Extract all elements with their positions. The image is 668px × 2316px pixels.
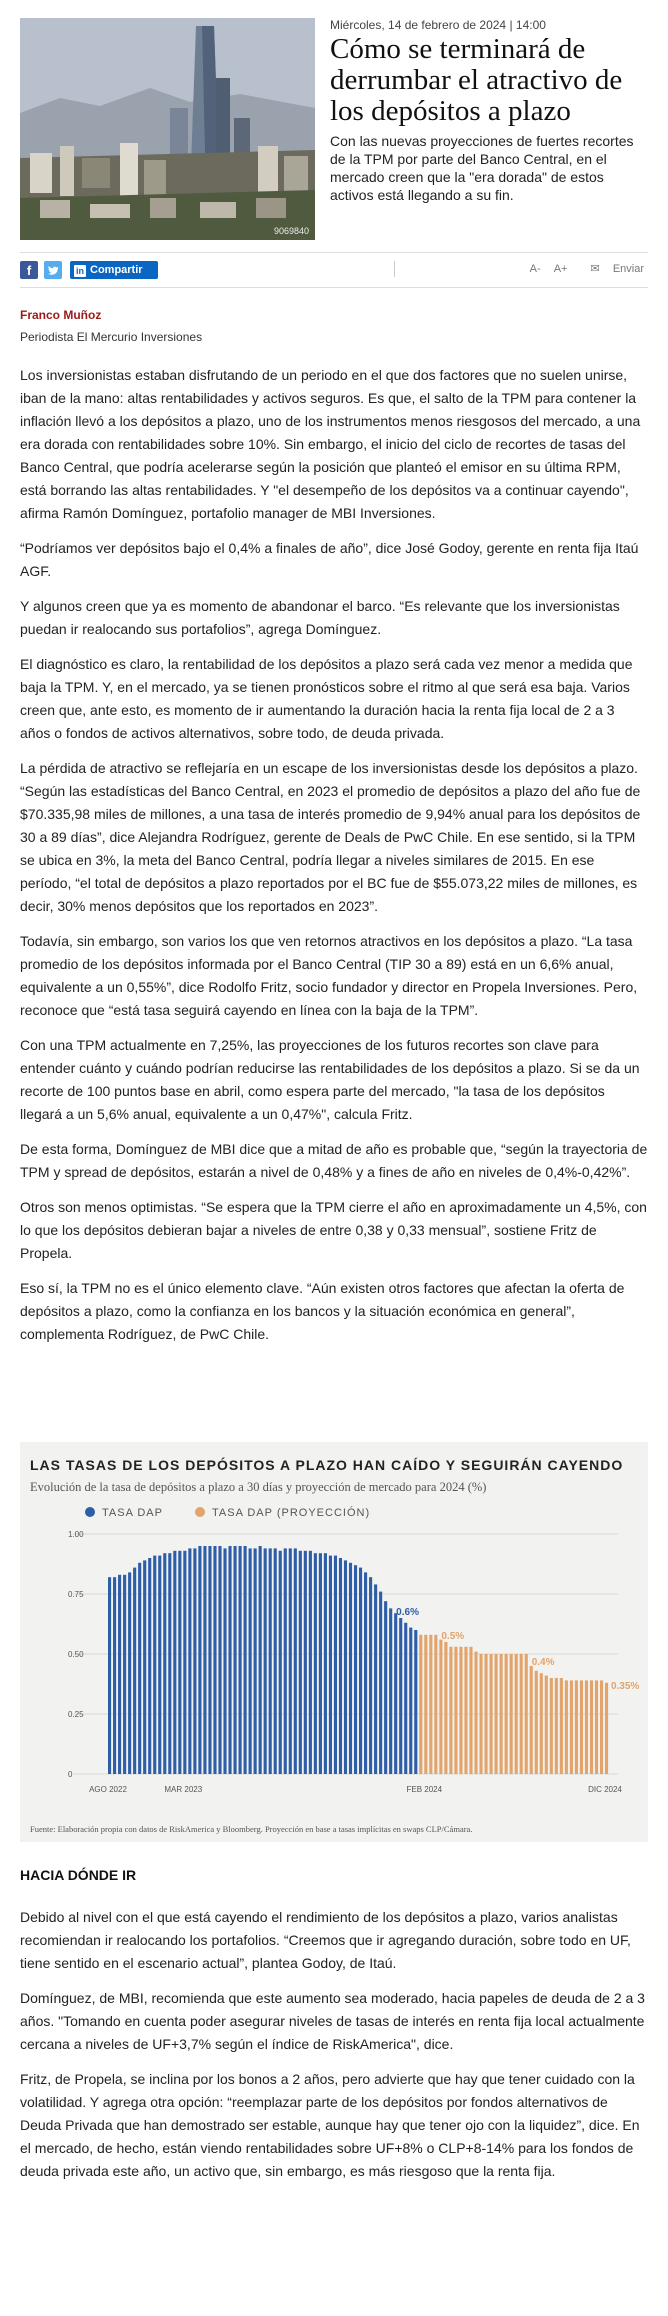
bar-actual xyxy=(399,1618,402,1774)
envelope-icon: ✉ xyxy=(590,263,600,275)
y-tick-label: 1.00 xyxy=(68,1530,84,1539)
bar-actual xyxy=(409,1628,412,1774)
bar-projection xyxy=(449,1647,452,1774)
bar-projection xyxy=(459,1647,462,1774)
y-tick-label: 0.25 xyxy=(68,1710,84,1719)
legend-swatch xyxy=(85,1507,95,1517)
bar-actual xyxy=(108,1577,111,1774)
bar-actual xyxy=(264,1548,267,1774)
bar-projection xyxy=(600,1680,603,1774)
bar-actual xyxy=(314,1553,317,1774)
chart-canvas xyxy=(20,1442,648,1842)
article-body xyxy=(20,364,648,1358)
paragraph: El diagnóstico es claro, la rentabilidad de los depósitos a plazo será cada vez menor a medida que baja la TPM. Y, en el mercado, ya se tienen pronósticos sobre el ritmo al que será esa baja. Varios creen que, ante esto, es momento de ir aumentando la duración hacia la renta fija local de 2 a 3 años o fondos de activos alternativos, sobre todo, de deuda privada. xyxy=(20,656,633,741)
bar-actual xyxy=(153,1556,156,1774)
bar-projection xyxy=(495,1654,498,1774)
bar-projection xyxy=(429,1635,432,1774)
bar-projection xyxy=(565,1680,568,1774)
y-tick-label: 0.50 xyxy=(68,1650,84,1659)
bar-actual xyxy=(168,1553,171,1774)
bar-actual xyxy=(354,1565,357,1774)
bar-projection xyxy=(585,1680,588,1774)
paragraph: Con una TPM actualmente en 7,25%, las proyecciones de los futuros recortes son clave para entender cuánto y cuándo podrían reducirse las rentabilidades de los depósitos a plazo. Si se da un recorte de 100 puntos base en abril, como espera parte del mercado, "la tasa de los depósitos llegará a un 5,6% anual, equivalente a un 0,47%", calcula Fritz. xyxy=(20,1037,640,1122)
chart-subtitle: Evolución de la tasa de depósitos a plazo a 30 días y proyección de mercado para 2024 (%) xyxy=(30,1480,487,1494)
x-tick-label: FEB 2024 xyxy=(406,1785,443,1794)
font-increase-button[interactable]: A+ xyxy=(553,263,568,275)
paragraph: Los inversionistas estaban disfrutando de un periodo en el que dos factores que no suelen unirse, iban de la mano: altas rentabilidades y activos seguros. Es que, el salto de la TPM para contener la inflación llevó a los depósitos a plazo, uno de los instrumentos menos riesgosos del mercado, a una era dorada con rentabilidades sobre 10%. Sin embargo, el inicio del ciclo de recortes de tasas del Banco Central, que podría acelerarse según la posición que planteó el emisor en su última RPM, está borrando las altas rentabilidades. Y "el desempeño de los depósitos va a continuar cayendo", afirma Ramón Domínguez, portafolio manager de MBI Inversiones. xyxy=(20,367,641,521)
bar-actual xyxy=(239,1546,242,1774)
bar-projection xyxy=(520,1654,523,1774)
bar-projection xyxy=(444,1642,447,1774)
bar-actual xyxy=(369,1577,372,1774)
photo-caption: 9069840 xyxy=(273,226,309,236)
article-title: Cómo se terminará de derrumbar el atractivo de los depósitos a plazo xyxy=(330,33,623,127)
bar-actual xyxy=(158,1556,161,1774)
bar-actual xyxy=(359,1568,362,1774)
bar-projection xyxy=(605,1683,608,1774)
bar-projection xyxy=(454,1647,457,1774)
y-tick-label: 0 xyxy=(68,1770,73,1779)
bar-actual xyxy=(198,1546,201,1774)
share-toolbar xyxy=(20,252,648,288)
bar-projection xyxy=(575,1680,578,1774)
paragraph: “Podríamos ver depósitos bajo el 0,4% a finales de año”, dice José Godoy, gerente en renta fija Itaú AGF. xyxy=(20,540,639,579)
y-tick-label: 0.75 xyxy=(68,1590,84,1599)
bar-projection xyxy=(540,1673,543,1774)
bar-actual xyxy=(173,1551,176,1774)
bar-projection xyxy=(439,1640,442,1774)
paragraph: Eso sí, la TPM no es el único elemento clave. “Aún existen otros factores que afectan la oferta de depósitos a plazo, como la confianza en los bancos y la situación económica en general”, complementa Rodríguez, de PwC Chile. xyxy=(20,1280,625,1342)
bar-projection xyxy=(419,1635,422,1774)
author-role: Periodista El Mercurio Inversiones xyxy=(20,330,203,344)
bar-projection xyxy=(535,1671,538,1774)
paragraph: Todavía, sin embargo, son varios los que ven retornos atractivos en los depósitos a plazo. “La tasa promedio de los depósitos informada por el Banco Central (TIP 30 a 89) está en un 6,6% anual, equivalente a un 0,55%”, dice Rodolfo Fritz, socio fundador y director en Propela Inversiones. Pero, reconoce que “está tasa seguirá cayendo en línea con la baja de la TPM”. xyxy=(20,933,638,1018)
bar-actual xyxy=(334,1556,337,1774)
x-tick-label: MAR 2023 xyxy=(164,1785,203,1794)
bar-actual xyxy=(193,1548,196,1774)
bar-projection xyxy=(550,1678,553,1774)
deposit-rate-chart xyxy=(20,1442,648,1842)
bar-actual xyxy=(113,1577,116,1774)
bar-actual xyxy=(324,1553,327,1774)
paragraph: Debido al nivel con el que está cayendo el rendimiento de los depósitos a plazo, varios analistas recomiendan ir realocando los portafolios. “Creemos que ir agregando duración, sobre todo en UF, tiene sentido en el escenario actual”, plantea Godoy, de Itaú. xyxy=(20,1909,631,1971)
bar-actual xyxy=(364,1572,367,1774)
legend-label: TASA DAP xyxy=(102,1507,163,1519)
bar-actual xyxy=(123,1575,126,1774)
x-tick-label: DIC 2024 xyxy=(588,1785,622,1794)
bar-actual xyxy=(148,1558,151,1774)
bar-projection xyxy=(530,1666,533,1774)
twitter-icon[interactable] xyxy=(44,261,62,279)
bar-projection xyxy=(424,1635,427,1774)
bar-projection xyxy=(505,1654,508,1774)
bar-actual xyxy=(128,1572,131,1774)
bar-actual xyxy=(178,1551,181,1774)
section-heading: HACIA DÓNDE IR xyxy=(20,1867,137,1883)
bird-icon xyxy=(44,261,62,279)
bar-actual xyxy=(234,1546,237,1774)
bar-actual xyxy=(254,1548,257,1774)
bar-projection xyxy=(595,1680,598,1774)
bar-projection xyxy=(555,1678,558,1774)
bar-actual xyxy=(414,1630,417,1774)
bar-actual xyxy=(188,1548,191,1774)
data-label: 0.6% xyxy=(396,1606,419,1618)
bar-projection xyxy=(485,1654,488,1774)
bar-projection xyxy=(590,1680,593,1774)
paragraph: De esta forma, Domínguez de MBI dice que a mitad de año es probable que, “según la trayectoria de TPM y spread de depósitos, estarán a nivel de 0,48% y a fines de año en niveles de 0,4%-0,42%”. xyxy=(20,1141,648,1180)
publish-date: Miércoles, 14 de febrero de 2024 | 14:00 xyxy=(330,18,546,32)
bar-actual xyxy=(223,1548,226,1774)
bar-actual xyxy=(304,1551,307,1774)
paragraph: La pérdida de atractivo se reflejaría en un escape de los inversionistas desde los depósitos a plazo. “Según las estadísticas del Banco Central, en 2023 el promedio de depósitos a plazo del año fue de $70.335,98 miles de millones, a una tasa de interés promedio de 9,94% anual para los depósitos de 30 a 89 días”, dice Alejandra Rodríguez, gerente de Deals de PwC Chile. En ese sentido, si la TPM se ubica en 3%, la meta del Banco Central, podría llegar a niveles similares de 2015. En ese período, “el total de depósitos a plazo reportados por el BC fue de $55.073,22 miles de millones, es decir, 30% menos depósitos que los reportados en 2023”. xyxy=(20,760,641,914)
paragraph: Fritz, de Propela, se inclina por los bonos a 2 años, pero advierte que hay que tener cuidado con la volatilidad. Y agrega otra opción: “reemplazar parte de los depósitos por fondos alternativos de Deuda Privada que han demostrado ser estable, aunque hay que tener ojo con la liquidez”, dice. En el mercado, de hecho, están viendo rentabilidades sobre UF+8% o CLP+8-14% para los fondos de deuda privada este año, un activo que, sin embargo, es más riesgoso que la renta fija. xyxy=(20,2071,640,2179)
bar-actual xyxy=(374,1584,377,1774)
chart-source: Fuente: Elaboración propia con datos de RiskAmerica y Bloomberg. Proyección en base a tasas implícitas en swaps CLP/Cámara. xyxy=(30,1824,473,1834)
bar-actual xyxy=(133,1568,136,1774)
bar-actual xyxy=(143,1560,146,1774)
data-label: 0.35% xyxy=(610,1680,640,1692)
bar-actual xyxy=(208,1546,211,1774)
legend-swatch xyxy=(195,1507,205,1517)
bar-projection xyxy=(474,1652,477,1774)
bar-actual xyxy=(213,1546,216,1774)
article-body-continued xyxy=(20,1906,648,2195)
author-name[interactable]: Franco Muñoz xyxy=(20,308,102,322)
font-decrease-button[interactable]: A- xyxy=(529,263,541,275)
linkedin-share-button[interactable] xyxy=(70,261,158,279)
data-label: 0.5% xyxy=(441,1630,465,1642)
bar-actual xyxy=(394,1613,397,1774)
toolbar-divider xyxy=(394,261,395,277)
bar-projection xyxy=(580,1680,583,1774)
linkedin-icon: in xyxy=(76,266,84,276)
paragraph: Y algunos creen que ya es momento de abandonar el barco. “Es relevante que los inversionistas puedan ir realocando sus portafolios”, agrega Domínguez. xyxy=(20,598,620,637)
bar-actual xyxy=(259,1546,262,1774)
send-label: Enviar xyxy=(612,263,644,275)
bar-actual xyxy=(349,1563,352,1774)
bar-projection xyxy=(545,1676,548,1774)
bar-actual xyxy=(118,1575,121,1774)
bar-actual xyxy=(163,1553,166,1774)
bar-projection xyxy=(490,1654,493,1774)
data-label: 0.4% xyxy=(531,1657,555,1669)
bar-actual xyxy=(228,1546,231,1774)
bar-actual xyxy=(404,1623,407,1774)
bar-actual xyxy=(344,1560,347,1774)
bar-actual xyxy=(294,1548,297,1774)
bar-actual xyxy=(138,1563,141,1774)
text-tools xyxy=(520,262,644,275)
article-photo xyxy=(20,18,315,240)
bar-projection xyxy=(479,1654,482,1774)
bar-projection xyxy=(515,1654,518,1774)
bar-actual xyxy=(284,1548,287,1774)
legend-label: TASA DAP (PROYECCIÓN) xyxy=(212,1507,371,1519)
skyline-image xyxy=(20,18,315,240)
bar-projection xyxy=(510,1654,513,1774)
chart-title: LAS TASAS DE LOS DEPÓSITOS A PLAZO HAN CAÍDO Y SEGUIRÁN CAYENDO xyxy=(30,1457,624,1473)
bar-projection xyxy=(464,1647,467,1774)
bar-projection xyxy=(434,1635,437,1774)
paragraph: Domínguez, de MBI, recomienda que este aumento sea moderado, hacia papeles de deuda de 2 a 3 años. "Tomando en cuenta poder asegurar niveles de tasas de interés en renta fija local actualmente cercana a niveles de UF+3,7% según el índice de RiskAmerica", dice. xyxy=(20,1990,645,2052)
bar-actual xyxy=(183,1551,186,1774)
bar-actual xyxy=(319,1553,322,1774)
paragraph: Otros son menos optimistas. “Se espera que la TPM cierre el año en aproximadamente un 4,5%, con lo que los depósitos debieran bajar a niveles de entre 0,38 y 0,33 mensual”, sostiene Fritz de Propela. xyxy=(20,1199,647,1261)
bar-actual xyxy=(389,1608,392,1774)
bar-actual xyxy=(289,1548,292,1774)
x-tick-label: AGO 2022 xyxy=(89,1785,127,1794)
bar-actual xyxy=(339,1558,342,1774)
article-deck: Con las nuevas proyecciones de fuertes recortes de la TPM por parte del Banco Central, en el mercado creen que la "era dorada" de estos activos está llegando a su fin. xyxy=(330,133,634,203)
bar-projection xyxy=(570,1680,573,1774)
bar-projection xyxy=(525,1654,528,1774)
bar-actual xyxy=(249,1548,252,1774)
bar-actual xyxy=(379,1592,382,1774)
bar-actual xyxy=(299,1551,302,1774)
bar-projection xyxy=(560,1678,563,1774)
send-button[interactable] xyxy=(581,263,644,275)
bar-actual xyxy=(269,1548,272,1774)
bar-actual xyxy=(329,1556,332,1774)
bar-actual xyxy=(274,1548,277,1774)
bar-actual xyxy=(309,1551,312,1774)
bar-actual xyxy=(218,1546,221,1774)
bar-actual xyxy=(203,1546,206,1774)
bar-actual xyxy=(244,1546,247,1774)
bar-projection xyxy=(469,1647,472,1774)
facebook-icon[interactable]: f xyxy=(20,261,38,279)
bar-projection xyxy=(500,1654,503,1774)
bar-actual xyxy=(279,1551,282,1774)
linkedin-share-label: Compartir xyxy=(90,264,143,276)
bar-actual xyxy=(384,1601,387,1774)
